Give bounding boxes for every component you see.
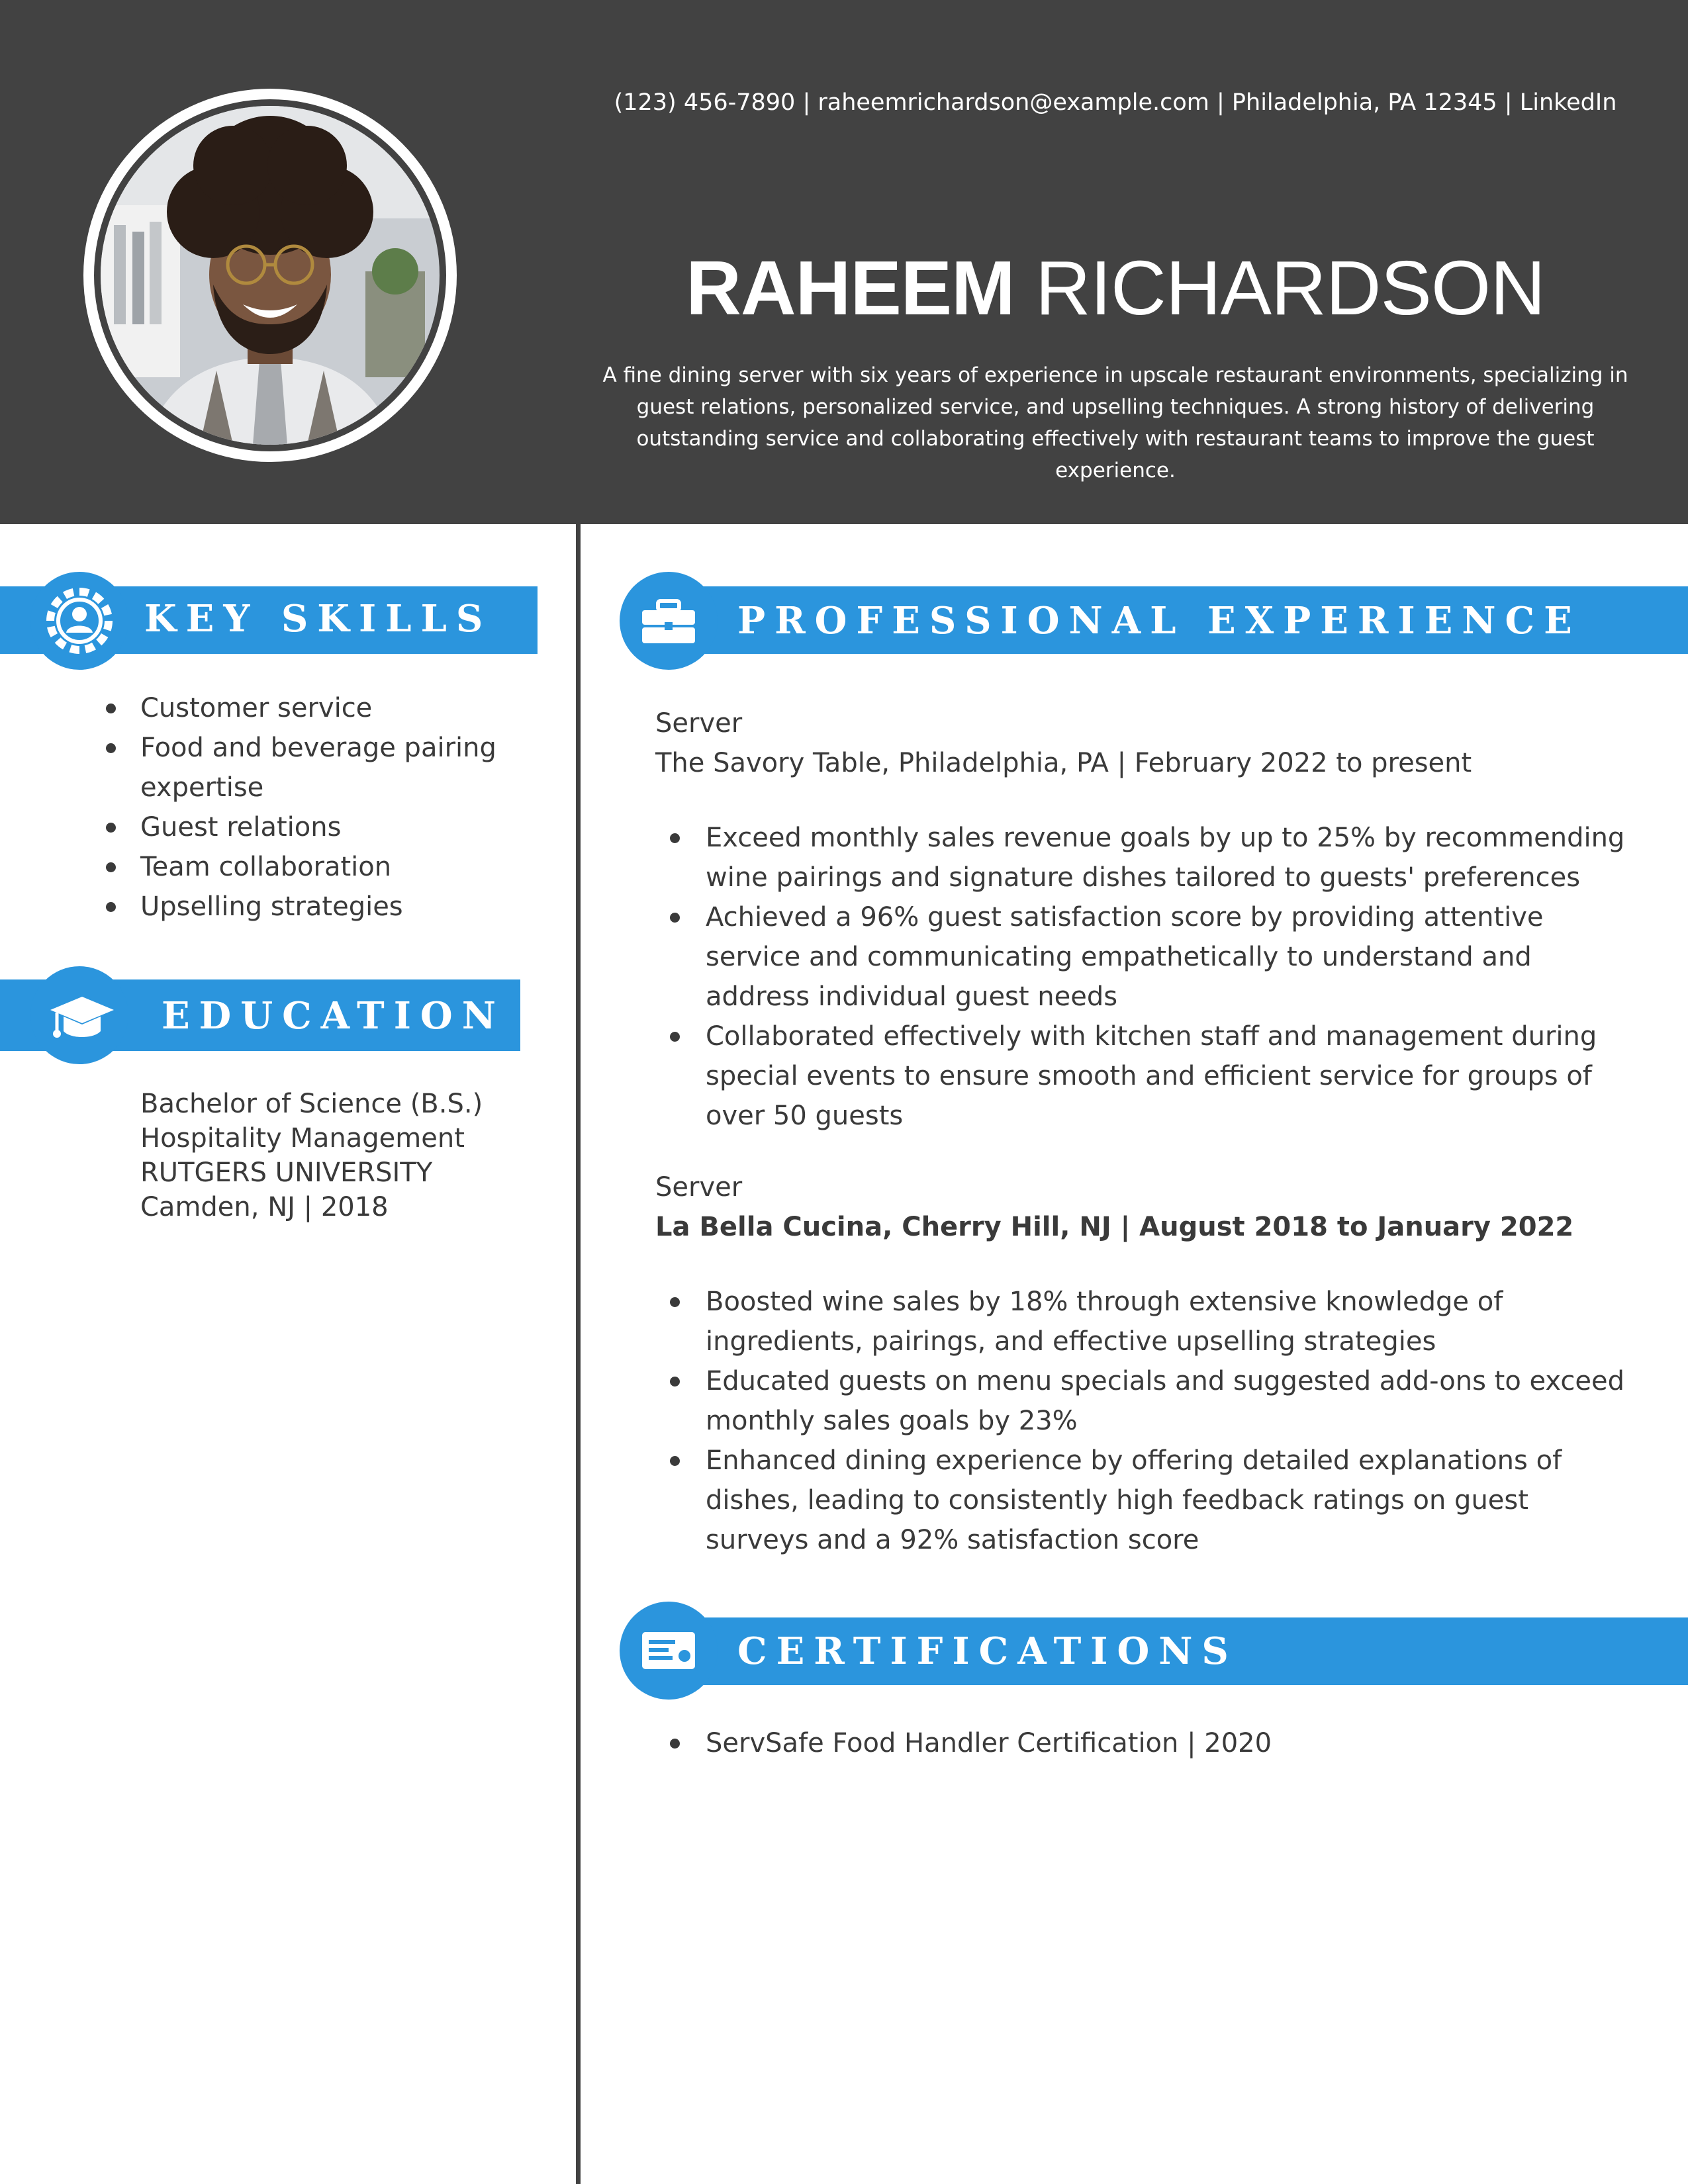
- job-title: Server: [655, 708, 743, 739]
- education-title: EDUCATION: [162, 994, 505, 1038]
- list-item: [655, 818, 1635, 897]
- skills-list: [106, 688, 556, 927]
- skill-text: Food and beverage pairing expertise: [140, 733, 496, 803]
- certifications-list: [655, 1723, 1635, 1763]
- certification-text: ServSafe Food Handler Certification | 2020: [706, 1728, 1272, 1758]
- contact-line[interactable]: (123) 456-7890 | raheemrichardson@example.com | Philadelphia, PA 12345 | LinkedIn: [614, 89, 1617, 116]
- bullet-text: Boosted wine sales by 18% through extensive knowledge of ingredients, pairings, and effective upselling strategies: [706, 1287, 1503, 1357]
- school-name: RUTGERS UNIVERSITY: [140, 1158, 433, 1188]
- profile-photo: [101, 106, 440, 445]
- bullet-icon: [106, 743, 116, 753]
- list-item: [655, 1441, 1635, 1560]
- bullet-icon: [106, 704, 116, 713]
- bullet-icon: [670, 1377, 680, 1387]
- bullet-icon: [670, 1032, 680, 1042]
- list-item: [655, 1017, 1635, 1136]
- candidate-name: [583, 242, 1648, 334]
- column-divider: [576, 524, 581, 2184]
- gear-person-icon: [30, 572, 128, 670]
- profile-summary: A fine dining server with six years of experience in upscale restaurant environments, specializing in guest relations, personalized service, and upselling techniques. A strong history of delivering outstanding service and collaborating effectively with restaurant teams to improve the guest experience.: [602, 363, 1628, 482]
- graduation-cap-icon: [30, 966, 128, 1064]
- bullet-icon: [670, 1297, 680, 1307]
- last-name: RICHARDSON: [1035, 245, 1545, 331]
- job-bullets: [655, 1282, 1635, 1560]
- list-item: [106, 807, 556, 847]
- list-item: [106, 728, 556, 807]
- skill-text: Team collaboration: [140, 852, 392, 882]
- list-item: [655, 1361, 1635, 1441]
- skill-text: Guest relations: [140, 812, 342, 842]
- skill-text: Upselling strategies: [140, 891, 403, 922]
- skills-title: KEY SKILLS: [144, 597, 492, 641]
- job-title: Server: [655, 1172, 743, 1203]
- field-of-study: Hospitality Management: [140, 1123, 465, 1154]
- skill-text: Customer service: [140, 693, 373, 723]
- list-item: [106, 688, 556, 728]
- bullet-text: Exceed monthly sales revenue goals by up to 25% by recommending wine pairings and signature dishes tailored to guests' preferences: [706, 823, 1625, 893]
- bullet-icon: [670, 913, 680, 923]
- degree: Bachelor of Science (B.S.): [140, 1089, 483, 1119]
- list-item: [655, 897, 1635, 1017]
- education-details: [140, 1087, 564, 1224]
- list-item: [655, 1723, 1635, 1763]
- first-name: RAHEEM: [686, 245, 1015, 331]
- bullet-text: Educated guests on menu specials and suggested add-ons to exceed monthly sales goals by 23%: [706, 1366, 1624, 1436]
- job-bullets: [655, 818, 1635, 1136]
- bullet-text: Enhanced dining experience by offering detailed explanations of dishes, leading to consistently high feedback ratings on guest surveys and a 92% satisfaction score: [706, 1445, 1562, 1555]
- bullet-icon: [670, 1456, 680, 1466]
- list-item: [655, 1282, 1635, 1361]
- bullet-text: Achieved a 96% guest satisfaction score by providing attentive service and communicating empathetically to understand and address individual guest needs: [706, 902, 1544, 1012]
- certificate-icon: [620, 1602, 718, 1700]
- briefcase-icon: [620, 572, 718, 670]
- bullet-icon: [670, 1739, 680, 1749]
- bullet-text: Collaborated effectively with kitchen staff and management during special events to ensure smooth and efficient service for groups of over 50 guests: [706, 1021, 1597, 1131]
- bullet-icon: [106, 862, 116, 872]
- bullet-icon: [670, 833, 680, 843]
- list-item: [106, 887, 556, 927]
- experience-title: PROFESSIONAL EXPERIENCE: [737, 599, 1581, 643]
- bullet-icon: [106, 823, 116, 833]
- list-item: [106, 847, 556, 887]
- job-company-dates: La Bella Cucina, Cherry Hill, NJ | August 2018 to January 2022: [655, 1212, 1574, 1242]
- certifications-title: CERTIFICATIONS: [737, 1629, 1238, 1673]
- bullet-icon: [106, 902, 116, 912]
- school-location-year: Camden, NJ | 2018: [140, 1192, 389, 1222]
- job-company-dates: The Savory Table, Philadelphia, PA | February 2022 to present: [655, 748, 1472, 778]
- profile-photo-illustration: [101, 106, 440, 445]
